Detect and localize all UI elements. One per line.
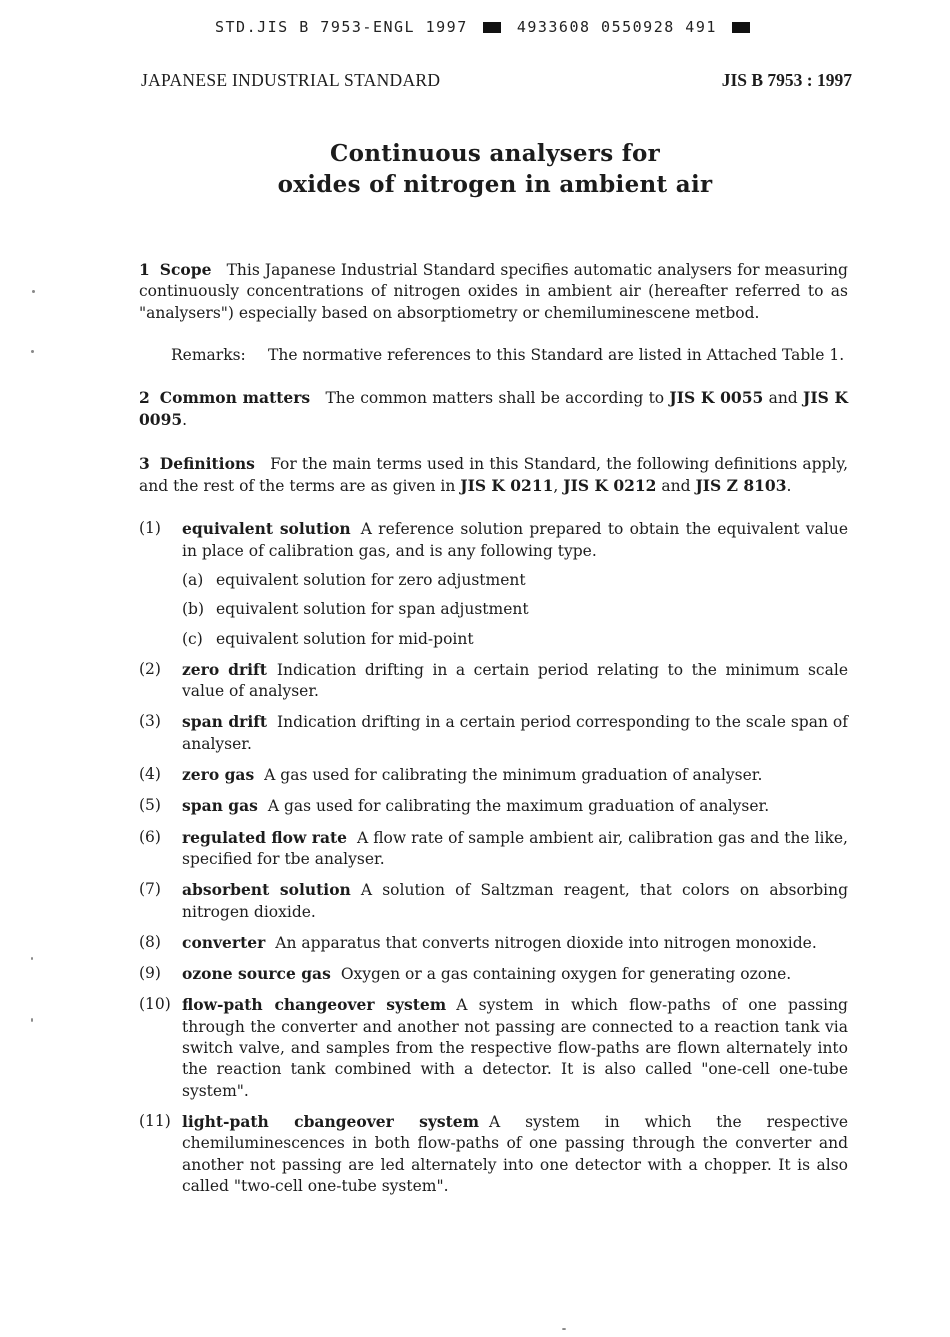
defined-term: zero drift (182, 659, 267, 679)
item-number: (6) (139, 827, 161, 846)
section-number: 1 (139, 260, 150, 279)
section-number: 2 (139, 388, 150, 408)
standard-reference: JIS K 0212 (563, 476, 657, 496)
scan-speck (31, 957, 33, 960)
definition-text: An apparatus that converts nitrogen dioxide into nitrogen monoxide. (275, 933, 817, 952)
section-common-matters: 2 Common matters The common matters shall be according to JIS K 0055 and JIS K 0095. (139, 388, 848, 430)
item-number: (2) (139, 659, 161, 678)
document-body (139, 259, 848, 1197)
defined-term: absorbent solution (182, 880, 351, 900)
title-line-2: oxides of nitrogen in ambient air (277, 171, 713, 198)
header-standard-number: JIS B 7953 : 1997 (721, 70, 852, 90)
defined-term: span drift (182, 712, 268, 732)
definition-item (139, 764, 848, 786)
defined-term: converter (182, 932, 266, 952)
definition-text: A gas used for calibrating the maximum graduation of analyser. (267, 797, 770, 816)
definition-item (139, 795, 848, 817)
standard-reference: JIS K 0211 (460, 476, 554, 496)
item-number: (8) (139, 932, 161, 951)
remarks-note (171, 345, 848, 366)
standard-reference: JIS Z 8103 (695, 476, 787, 496)
definition-text: A solution of Saltzman reagent, that colors on absorbing nitrogen dioxide. (182, 881, 849, 921)
item-number: (4) (139, 765, 161, 784)
document-code: STD.JIS B 7953-ENGL 1997 (215, 18, 468, 36)
section-text: The common matters shall be according to (325, 389, 670, 408)
definition-text: Indication drifting in a certain period corresponding to the scale span of analyser. (182, 713, 848, 753)
section-scope (139, 259, 848, 324)
remarks-text: The normative references to this Standard are listed in Attached Table 1. (268, 345, 845, 364)
definition-item (139, 994, 848, 1101)
section-number: 3 (139, 453, 150, 473)
title-line-1: Continuous analysers for (329, 140, 661, 167)
sub-item: (b) equivalent solution for span adjustment (182, 600, 529, 619)
section-definitions: 3 Definitions For the main terms used in this Standard, the following definitions apply, and the rest of the terms are as given in JIS K 0211, JIS K 0212 and JIS Z 8103. (139, 453, 848, 496)
item-number: (3) (139, 712, 161, 731)
black-mark-icon (483, 22, 501, 33)
document-code-line (215, 18, 755, 36)
definition-item (139, 879, 848, 923)
scan-speck (562, 1328, 566, 1330)
definition-item (139, 518, 848, 649)
item-number: (7) (139, 880, 161, 899)
standard-reference: JIS K 0095 (139, 388, 848, 430)
item-number: (11) (139, 1111, 171, 1130)
section-text: For the main terms used in this Standard, the following definitions apply, and the rest of the terms are as given in (139, 454, 848, 496)
definition-text: A flow rate of sample ambient air, calibration gas and the like, specified for tbe analyser. (182, 828, 848, 868)
definition-text: A system in which the respective chemiluminescences in both flow-paths of one passing through the converter and another not passing are led alternately into one detector with a chopper. It is also called "two-cell one-tube system". (182, 1112, 849, 1195)
section-text: This Japanese Industrial Standard specifies automatic analysers for measuring continuously concentrations of nitrogen oxides in ambient air (hereafter referred to as "analysers") especially based on absorptiometry or chemiluminescene metbod. (139, 261, 848, 322)
definition-text: A reference solution prepared to obtain the equivalent value in place of calibration gas, and is any following type. (182, 520, 849, 560)
page-title (0, 138, 950, 200)
barcode-number: 4933608 0550928 491 (516, 18, 717, 36)
remarks-label: Remarks: (171, 345, 246, 364)
definition-text: Indication drifting in a certain period relating to the minimum scale value of analyser. (182, 660, 848, 701)
scan-speck (31, 350, 34, 353)
scan-speck (32, 290, 35, 293)
definition-item (139, 932, 848, 954)
definition-item (139, 963, 848, 985)
item-number: (9) (139, 964, 161, 983)
item-number: (1) (139, 519, 161, 538)
definition-item (139, 827, 848, 871)
defined-term: ozone source gas (182, 964, 331, 984)
black-mark-icon (732, 22, 750, 33)
definition-item (139, 1111, 848, 1197)
standard-reference: JIS K 0055 (669, 388, 764, 408)
scan-speck (31, 1018, 33, 1022)
item-number: (5) (139, 796, 161, 815)
sub-item: (c) equivalent solution for mid-point (182, 629, 474, 648)
definition-text: A gas used for calibrating the minimum graduation of analyser. (264, 766, 763, 785)
defined-term: span gas (182, 796, 258, 816)
defined-term: light-path cbangeover system (182, 1111, 480, 1131)
definition-text: A system in which flow-paths of one passing through the converter and another not passing are connected to a reaction tank via switch valve, and samples from the respective flow-paths are flown alternately into the reaction tank combined with a detector. It is also called "one-cell one-tube system". (182, 996, 848, 1100)
defined-term: regulated flow rate (182, 827, 348, 847)
defined-term: zero gas (182, 765, 255, 785)
definition-item (139, 659, 848, 703)
sub-item: (a) equivalent solution for zero adjustment (182, 570, 526, 589)
section-heading: Common matters (159, 388, 311, 408)
defined-term: equivalent solution (182, 519, 351, 539)
header-standard-name: JAPANESE INDUSTRIAL STANDARD (141, 70, 441, 90)
defined-term: flow-path changeover system (182, 995, 447, 1015)
definition-text: Oxygen or a gas containing oxygen for generating ozone. (340, 965, 792, 984)
definition-item (139, 711, 848, 755)
item-number: (10) (139, 995, 171, 1014)
section-heading: Scope (159, 260, 212, 279)
section-heading: Definitions (159, 453, 255, 473)
